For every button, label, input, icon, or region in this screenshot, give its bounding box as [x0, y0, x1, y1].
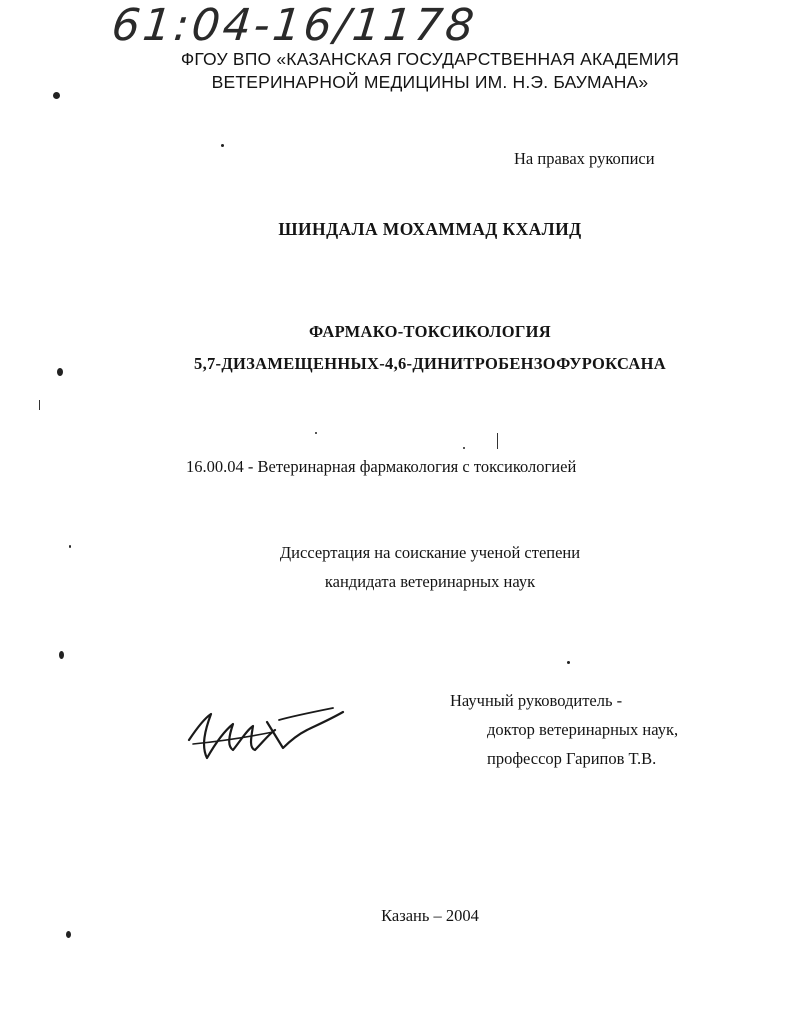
scan-speck — [66, 931, 71, 938]
organization-line-1: ФГОУ ВПО «КАЗАНСКАЯ ГОСУДАРСТВЕННАЯ АКАДЕМИЯ — [180, 49, 680, 69]
organization-header — [150, 48, 710, 94]
scan-speck — [463, 447, 465, 449]
place-and-year: Казань – 2004 — [381, 906, 479, 925]
organization-line-2: ВЕТЕРИНАРНОЙ МЕДИЦИНЫ ИМ. Н.Э. БАУМАНА» — [211, 72, 649, 92]
specialty-code: 16.00.04 - Ветеринарная фармакология с токсикологией — [186, 457, 577, 476]
archive-shelfmark: 61:04-16/1178 — [109, 0, 480, 51]
manuscript-rights-note: На правах рукописи — [514, 149, 655, 168]
supervisor-name: профессор Гарипов Т.В. — [487, 749, 657, 768]
scan-speck — [57, 368, 63, 376]
scan-mark — [39, 400, 40, 410]
dissertation-title — [130, 316, 730, 380]
scan-speck — [221, 144, 224, 147]
scan-speck — [567, 661, 570, 664]
degree-line-2: кандидата ветеринарных наук — [324, 572, 536, 591]
title-line-1: ФАРМАКО-ТОКСИКОЛОГИЯ — [308, 322, 552, 341]
scan-mark — [497, 433, 498, 449]
handwritten-signature — [183, 700, 353, 770]
author-name: ШИНДАЛА МОХАММАД КХАЛИД — [278, 219, 582, 239]
scan-speck — [53, 92, 60, 99]
supervisor-block — [450, 686, 678, 773]
title-line-2: 5,7-ДИЗАМЕЩЕННЫХ-4,6-ДИНИТРОБЕНЗОФУРОКСАНА — [194, 354, 666, 373]
scan-speck — [315, 432, 317, 434]
degree-statement — [150, 538, 710, 596]
scan-speck — [59, 651, 64, 659]
supervisor-label: Научный руководитель - — [450, 691, 623, 710]
degree-line-1: Диссертация на соискание ученой степени — [279, 543, 581, 562]
supervisor-degree: доктор ветеринарных наук, — [487, 720, 679, 739]
scan-speck — [69, 545, 71, 548]
